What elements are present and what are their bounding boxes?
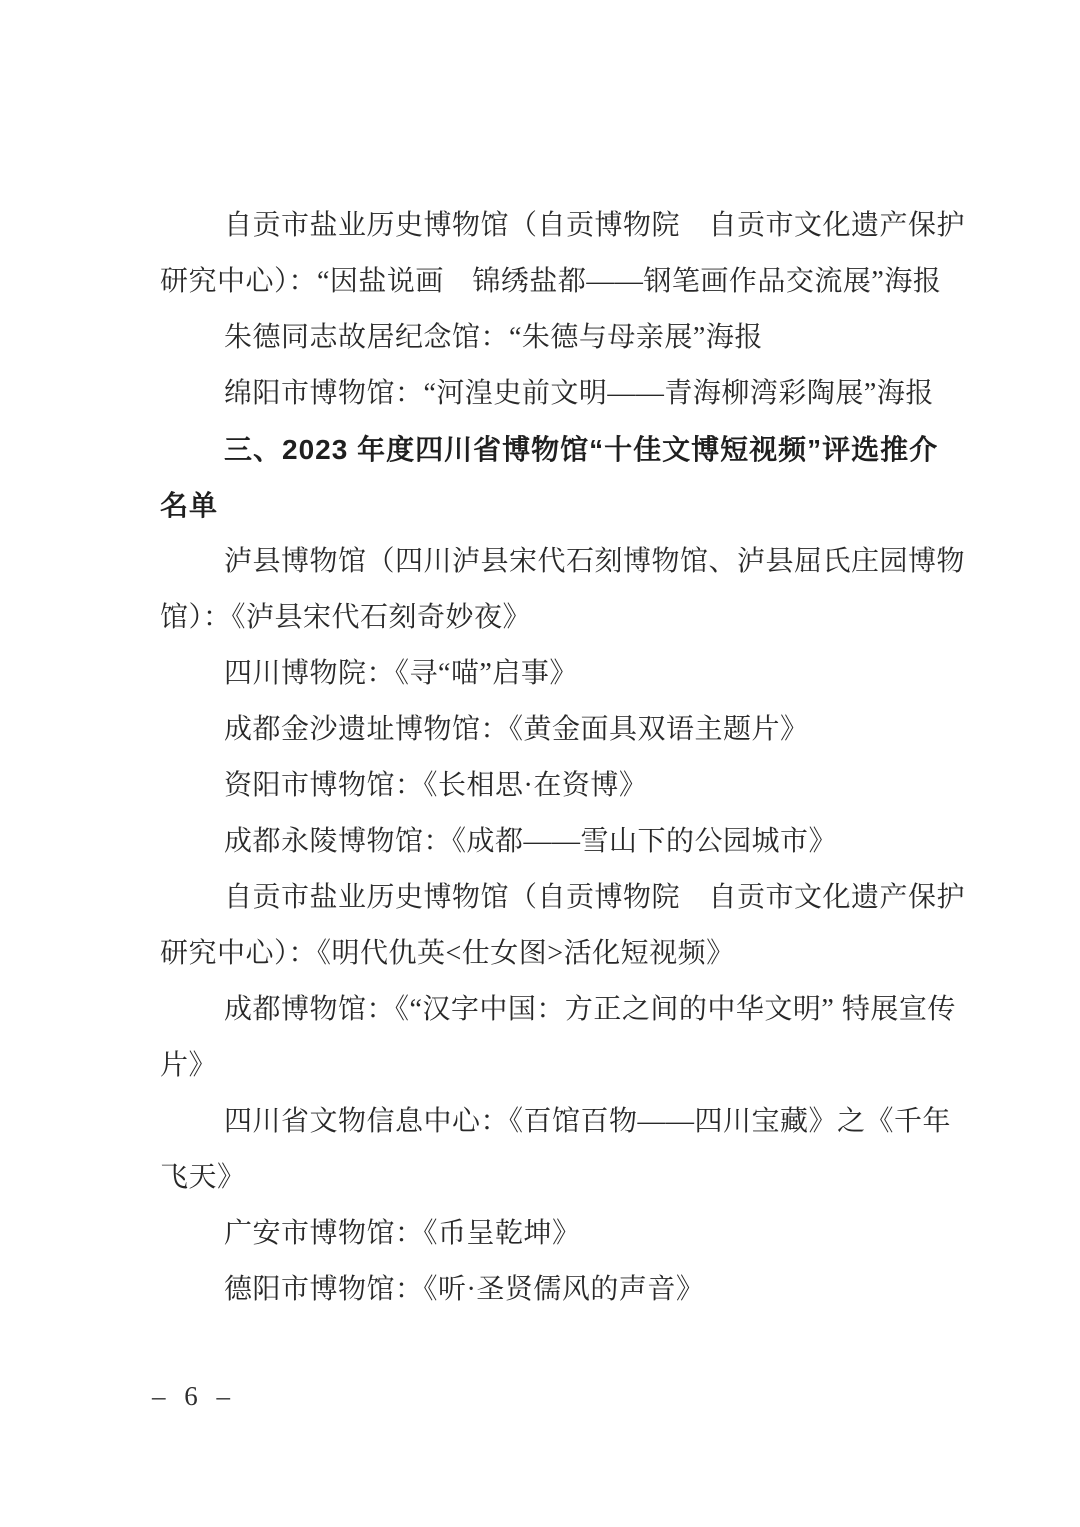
doc-line: 飞天》 <box>160 1162 246 1193</box>
doc-line: 片》 <box>160 1050 218 1081</box>
page-number: – 6 – <box>152 1381 236 1411</box>
doc-line: 成都博物馆：《“汉字中国：方正之间的中华文明” 特展宣传 <box>224 994 956 1025</box>
doc-line: 广安市博物馆：《币呈乾坤》 <box>224 1218 581 1249</box>
doc-line: 泸县博物馆（四川泸县宋代石刻博物馆、泸县屈氏庄园博物 <box>224 546 966 577</box>
doc-line: 德阳市博物馆：《听·圣贤儒风的声音》 <box>224 1274 705 1305</box>
doc-line: 馆）：《泸县宋代石刻奇妙夜》 <box>160 602 532 633</box>
doc-line: 四川博物院：《寻“喵”启事》 <box>224 658 578 689</box>
doc-line: 绵阳市博物馆：“河湟史前文明——青海柳湾彩陶展”海报 <box>224 378 934 409</box>
doc-line: 成都永陵博物馆：《成都——雪山下的公园城市》 <box>224 826 838 857</box>
doc-line: 研究中心）：《明代仇英<仕女图>活化短视频》 <box>160 938 735 969</box>
doc-line: 朱德同志故居纪念馆：“朱德与母亲展”海报 <box>224 322 763 353</box>
doc-line: 四川省文物信息中心：《百馆百物——四川宝藏》之《千年 <box>224 1106 952 1137</box>
section-heading-line: 三、2023 年度四川省博物馆“十佳文博短视频”评选推介 <box>224 434 939 465</box>
doc-line: 资阳市博物馆：《长相思·在资博》 <box>224 770 648 801</box>
doc-line: 自贡市盐业历史博物馆（自贡博物院 自贡市文化遗产保护 <box>224 882 966 913</box>
doc-line: 研究中心）：“因盐说画 锦绣盐都——钢笔画作品交流展”海报 <box>160 266 942 297</box>
document-text-block <box>160 198 972 1318</box>
section-heading-line: 名单 <box>160 490 219 521</box>
doc-line: 成都金沙遗址博物馆：《黄金面具双语主题片》 <box>224 714 809 745</box>
doc-line: 自贡市盐业历史博物馆（自贡博物院 自贡市文化遗产保护 <box>224 210 966 241</box>
